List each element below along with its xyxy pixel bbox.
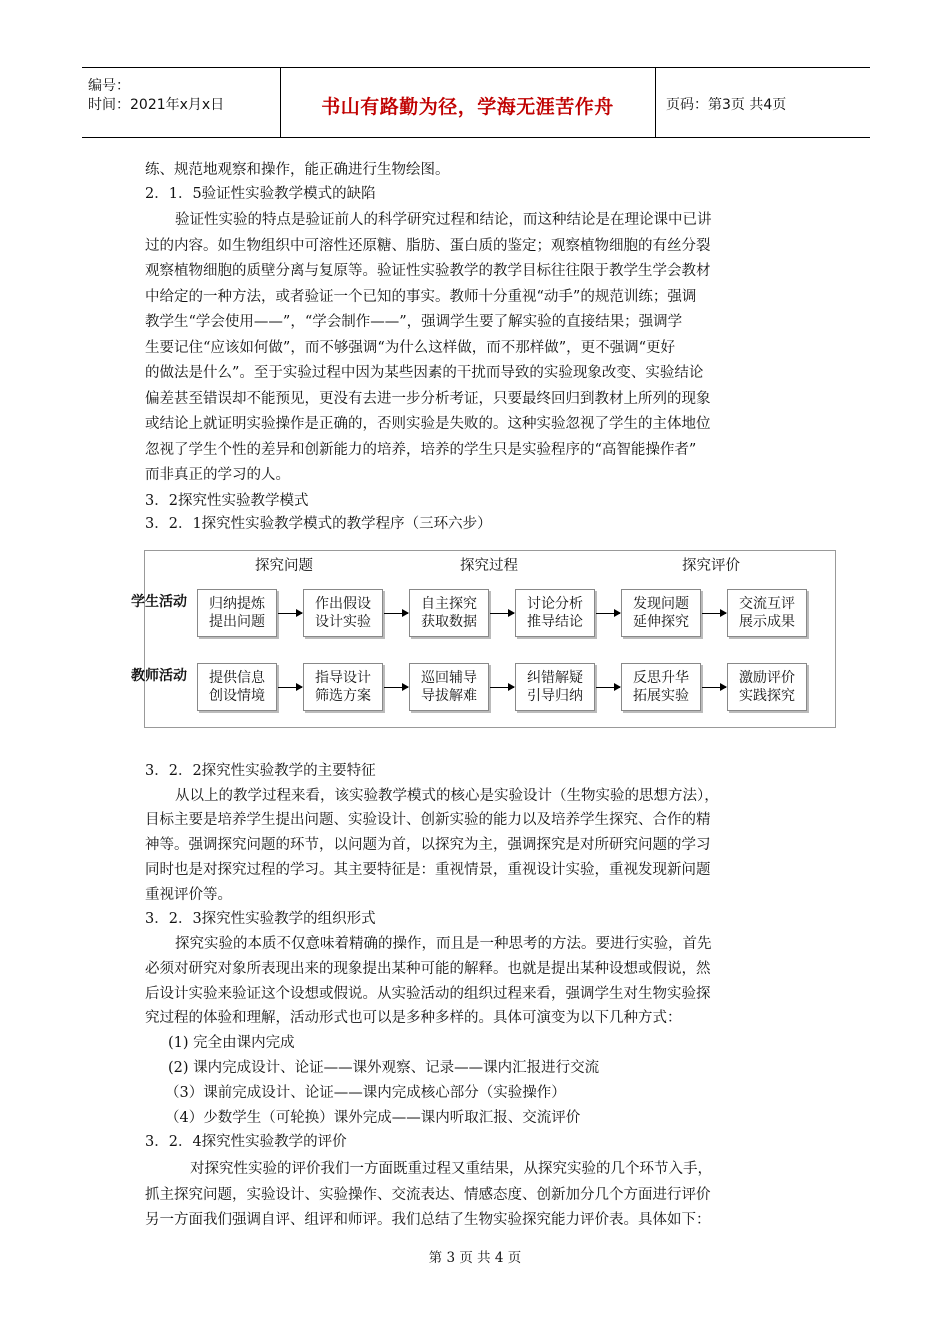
document-date: 时间：2021年x月x日 (88, 97, 225, 113)
paragraph-line: 过的内容。如生物组织中可溶性还原糖、脂肪、蛋白质的鉴定；观察植物细胞的有丝分裂 (145, 238, 711, 254)
paragraph-line: 或结论上就证明实验操作是正确的，否则实验是失败的。这种实验忽视了学生的主体地位 (145, 416, 711, 432)
flow-arrow (596, 613, 620, 614)
list-item: (2) 课内完成设计、论证——课外观察、记录——课内汇报进行交流 (168, 1060, 600, 1076)
paragraph-line: 中给定的一种方法，或者验证一个已知的事实。教师十分重视“动手”的规范训练；强调 (145, 289, 697, 305)
paragraph-line: 的做法是什么”。至于实验过程中因为某些因素的干扰而导致的实验现象改变、实验结论 (145, 365, 704, 381)
section-heading: 3．2．3探究性实验教学的组织形式 (145, 911, 376, 927)
paragraph-line: 生要记住“应该如何做”，而不够强调“为什么这样做，而不那样做”，更不强调“更好 (145, 340, 676, 356)
paragraph-line: 观察植物细胞的质壁分离与复原等。验证性实验教学的教学目标往往限于教学生学会教材 (145, 263, 711, 279)
flow-arrow (278, 613, 302, 614)
flow-arrow (596, 687, 620, 688)
paragraph-line: 后设计实验来验证这个设想或假说。从实验活动的组织过程来看，强调学生对生物实验探 (145, 986, 711, 1002)
teacher-step-box: 提供信息 创设情境 (197, 663, 277, 711)
stage-label: 探究评价 (682, 558, 740, 574)
stage-label: 探究问题 (255, 558, 313, 574)
document-number-label: 编号： (88, 78, 130, 94)
paragraph-line: 验证性实验的特点是验证前人的科学研究过程和结论，而这种结论是在理论课中已讲 (175, 212, 712, 228)
paragraph-line: 对探究性实验的评价我们一方面既重过程又重结果，从探究实验的几个环节入手， (190, 1161, 712, 1177)
paragraph-line: 忽视了学生个性的差异和创新能力的培养，培养的学生只是实验程序的“高智能操作者” (145, 442, 697, 458)
student-step-box: 交流互评 展示成果 (727, 589, 807, 637)
section-heading: 2．1．5验证性实验教学模式的缺陷 (145, 186, 376, 202)
paragraph-line: 抓主探究问题，实验设计、实验操作、交流表达、情感态度、创新加分几个方面进行评价 (145, 1187, 711, 1203)
student-step-box: 自主探究 获取数据 (409, 589, 489, 637)
teacher-step-box: 巡回辅导 导拔解难 (409, 663, 489, 711)
teacher-step-box: 反思升华 拓展实验 (621, 663, 701, 711)
section-heading: 3．2．4探究性实验教学的评价 (145, 1134, 347, 1150)
student-step-box: 归纳提炼 提出问题 (197, 589, 277, 637)
page-footer: 第 3 页 共 4 页 (428, 1250, 522, 1266)
paragraph-line: 探究实验的本质不仅意味着精确的操作，而且是一种思考的方法。要进行实验，首先 (175, 936, 712, 952)
stage-label: 探究过程 (460, 558, 518, 574)
paragraph-line: 从以上的教学过程来看，该实验教学模式的核心是实验设计（生物实验的思想方法）， (175, 788, 719, 804)
header-page-cell (655, 68, 871, 137)
row-label-student: 学生活动 (131, 594, 187, 610)
section-heading: 3．2探究性实验教学模式 (145, 493, 309, 509)
paragraph-line: 而非真正的学习的人。 (145, 467, 290, 483)
flow-arrow (490, 687, 514, 688)
flow-arrow (702, 687, 726, 688)
paragraph-line: 必须对研究对象所表现出来的现象提出某种可能的解释。也就是提出某种设想或假说，然 (145, 961, 711, 977)
header-motto: 书山有路勤为径，学海无涯苦作舟 (321, 96, 614, 118)
teacher-step-box: 激励评价 实践探究 (727, 663, 807, 711)
section-heading: 3．2．1探究性实验教学模式的教学程序（三环六步） (145, 516, 492, 532)
list-item: （4）少数学生（可轮换）课外完成——课内听取汇报、交流评价 (165, 1110, 581, 1126)
teacher-step-box: 纠错解疑 引导归纳 (515, 663, 595, 711)
student-step-box: 发现问题 延伸探究 (621, 589, 701, 637)
paragraph-line: 另一方面我们强调自评、组评和师评。我们总结了生物实验探究能力评价表。具体如下： (145, 1212, 711, 1228)
paragraph-line: 神等。强调探究问题的环节，以问题为首，以探究为主，强调探究是对所研究问题的学习 (145, 837, 711, 853)
header-info-cell (82, 68, 281, 137)
paragraph-line: 教学生“学会使用——”，“学会制作——”，强调学生要了解实验的直接结果；强调学 (145, 314, 683, 330)
paragraph-line: 究过程的体验和理解，活动形式也可以是多种多样的。具体可演变为以下几种方式： (145, 1010, 682, 1026)
section-heading: 3．2．2探究性实验教学的主要特征 (145, 763, 376, 779)
list-item: (1) 完全由课内完成 (168, 1035, 295, 1051)
student-step-box: 作出假设 设计实验 (303, 589, 383, 637)
flow-arrow (384, 613, 408, 614)
paragraph-line: 偏差甚至错误却不能预见，更没有去进一步分析考证，只要最终回归到教材上所列的现象 (145, 391, 711, 407)
row-label-teacher: 教师活动 (131, 668, 187, 684)
teacher-step-box: 指导设计 筛选方案 (303, 663, 383, 711)
page-header (82, 67, 870, 138)
flow-arrow (702, 613, 726, 614)
student-step-box: 讨论分析 推导结论 (515, 589, 595, 637)
paragraph-line: 同时也是对探究过程的学习。其主要特征是：重视情景，重视设计实验，重视发现新问题 (145, 862, 711, 878)
flow-arrow (278, 687, 302, 688)
page-indicator: 页码：第3页 共4页 (666, 97, 787, 113)
paragraph-line: 练、规范地观察和操作，能正确进行生物绘图。 (145, 162, 450, 178)
paragraph-line: 重视评价等。 (145, 887, 232, 903)
flow-arrow (490, 613, 514, 614)
teaching-procedure-diagram (131, 550, 836, 728)
list-item: （3）课前完成设计、论证——课内完成核心部分（实验操作） (165, 1085, 566, 1101)
paragraph-line: 目标主要是培养学生提出问题、实验设计、创新实验的能力以及培养学生探究、合作的精 (145, 812, 711, 828)
flow-arrow (384, 687, 408, 688)
